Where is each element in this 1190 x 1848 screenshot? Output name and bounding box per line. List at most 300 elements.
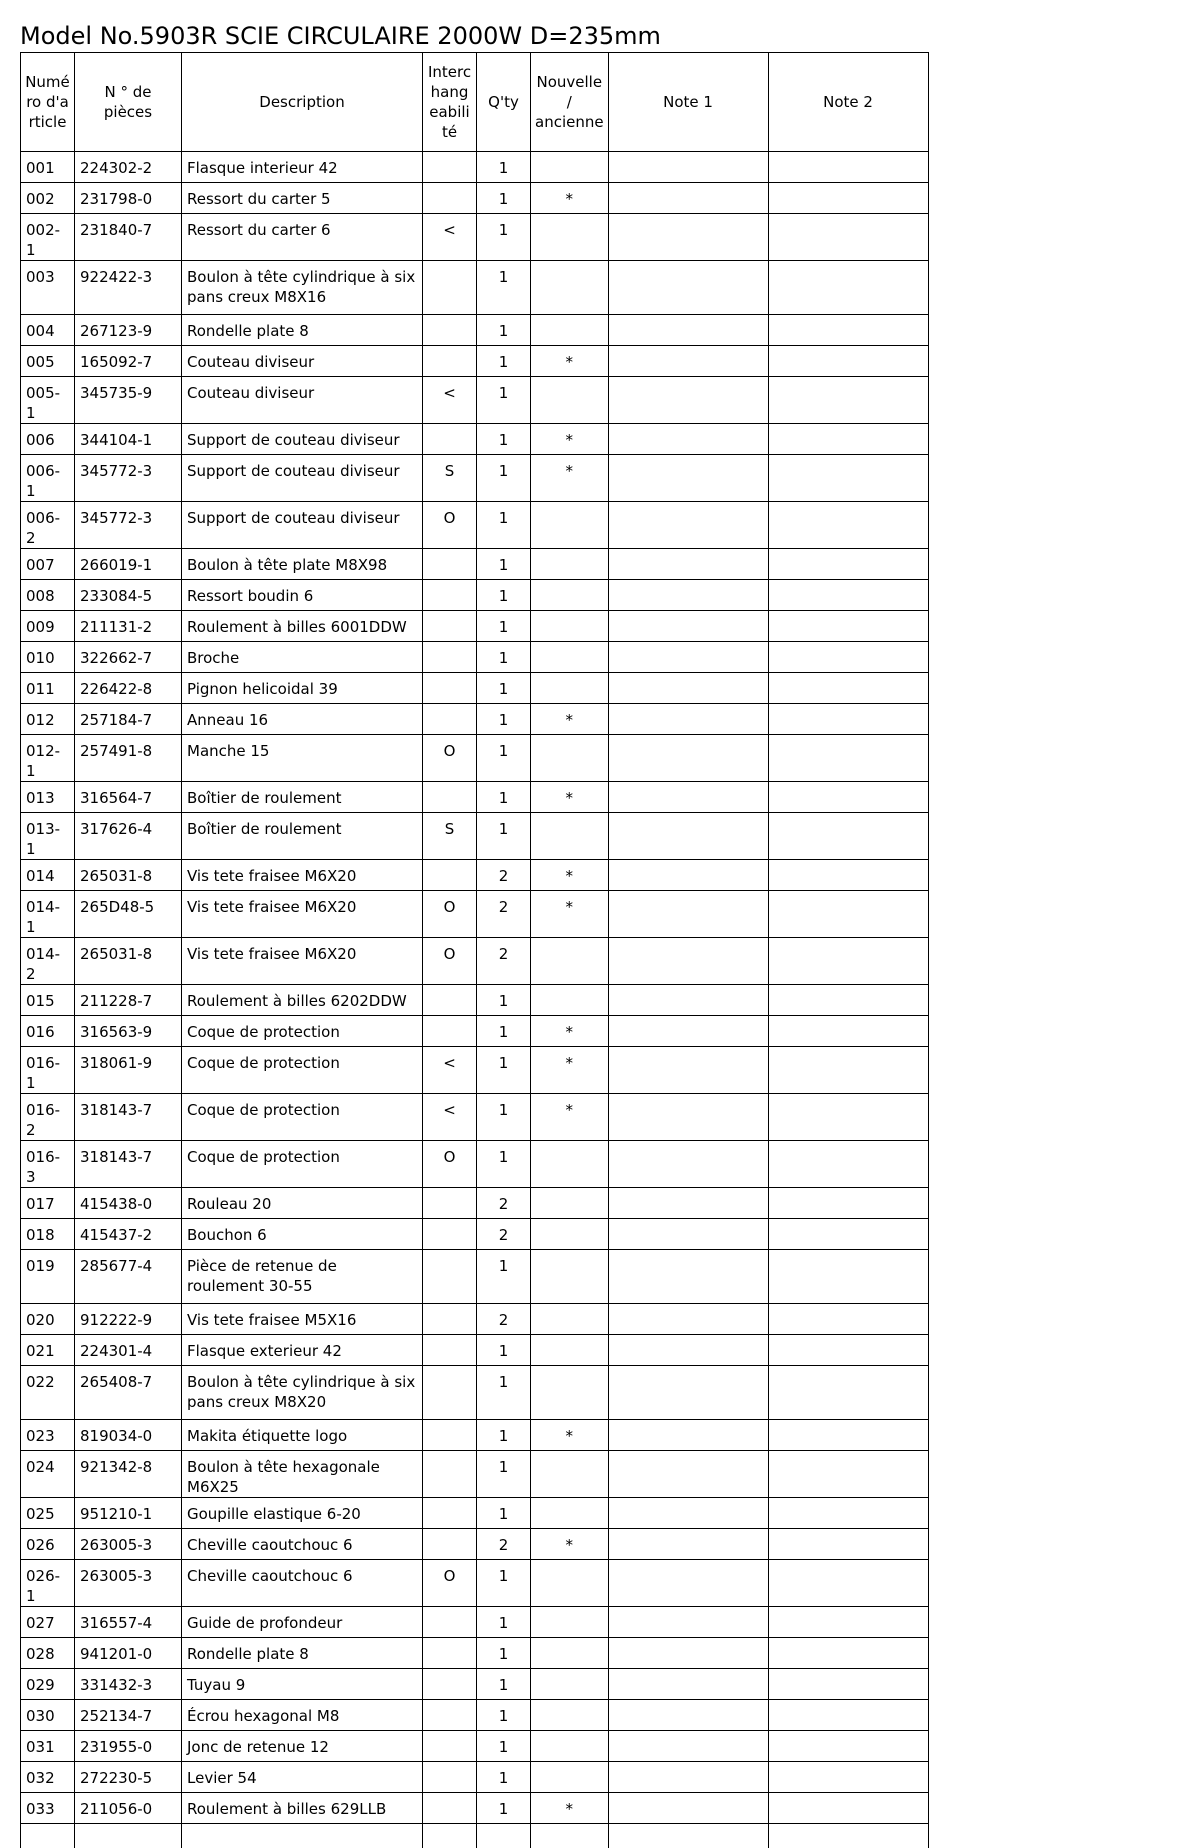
note1-cell	[608, 1669, 768, 1700]
note1-cell	[608, 1016, 768, 1047]
qty-cell: 1	[477, 673, 531, 704]
table-row	[21, 1793, 929, 1824]
new-old-cell: *	[531, 183, 609, 214]
interchangeability-cell	[423, 424, 477, 455]
qty-cell: 1	[477, 611, 531, 642]
table-row	[21, 1762, 929, 1793]
item-no-cell: 018	[21, 1219, 75, 1250]
item-no-cell: 024	[21, 1451, 75, 1498]
description-cell: Bouchon 6	[182, 1219, 423, 1250]
interchangeability-cell: <	[423, 1047, 477, 1094]
item-no-cell: 014-2	[21, 938, 75, 985]
description-cell: Flasque exterieur 42	[182, 1335, 423, 1366]
table-row	[21, 214, 929, 261]
col-header-part-no: N ° de pièces	[75, 53, 182, 152]
new-old-cell	[531, 1451, 609, 1498]
part-no-cell: 941201-0	[75, 1638, 182, 1669]
new-old-cell	[531, 261, 609, 315]
note2-cell	[768, 891, 928, 938]
note1-cell	[608, 315, 768, 346]
item-no-cell: 033	[21, 1793, 75, 1824]
part-no-cell: 317626-4	[75, 813, 182, 860]
new-old-cell: *	[531, 1420, 609, 1451]
table-row	[21, 891, 929, 938]
interchangeability-cell	[423, 1016, 477, 1047]
part-no-cell: 912222-9	[75, 1304, 182, 1335]
empty-cell	[182, 1824, 423, 1848]
part-no-cell: 266019-1	[75, 549, 182, 580]
table-row	[21, 813, 929, 860]
interchangeability-cell	[423, 1188, 477, 1219]
new-old-cell: *	[531, 455, 609, 502]
note1-cell	[608, 735, 768, 782]
note2-cell	[768, 261, 928, 315]
note1-cell	[608, 1700, 768, 1731]
qty-cell: 2	[477, 1188, 531, 1219]
interchangeability-cell	[423, 611, 477, 642]
interchangeability-cell	[423, 1219, 477, 1250]
description-cell: Boulon à tête cylindrique à six pans creux M8X20	[182, 1366, 423, 1420]
description-cell: Flasque interieur 42	[182, 152, 423, 183]
item-no-cell: 001	[21, 152, 75, 183]
qty-cell: 1	[477, 704, 531, 735]
col-header-note2: Note 2	[768, 53, 928, 152]
note1-cell	[608, 1762, 768, 1793]
item-no-cell: 003	[21, 261, 75, 315]
new-old-cell	[531, 1762, 609, 1793]
description-cell: Roulement à billes 6001DDW	[182, 611, 423, 642]
part-no-cell: 345772-3	[75, 502, 182, 549]
table-row	[21, 1731, 929, 1762]
qty-cell: 2	[477, 1219, 531, 1250]
empty-cell	[21, 1824, 75, 1848]
note1-cell	[608, 1451, 768, 1498]
note1-cell	[608, 580, 768, 611]
part-no-cell: 819034-0	[75, 1420, 182, 1451]
item-no-cell: 006	[21, 424, 75, 455]
qty-cell: 1	[477, 782, 531, 813]
table-row	[21, 261, 929, 315]
note2-cell	[768, 673, 928, 704]
item-no-cell: 014-1	[21, 891, 75, 938]
item-no-cell: 002-1	[21, 214, 75, 261]
table-row	[21, 1188, 929, 1219]
part-no-cell: 316564-7	[75, 782, 182, 813]
note2-cell	[768, 214, 928, 261]
part-no-cell: 224302-2	[75, 152, 182, 183]
part-no-cell: 922422-3	[75, 261, 182, 315]
table-row	[21, 315, 929, 346]
part-no-cell: 224301-4	[75, 1335, 182, 1366]
description-cell: Ressort boudin 6	[182, 580, 423, 611]
table-row	[21, 1420, 929, 1451]
note2-cell	[768, 1188, 928, 1219]
note1-cell	[608, 1731, 768, 1762]
note2-cell	[768, 377, 928, 424]
part-no-cell: 265408-7	[75, 1366, 182, 1420]
qty-cell: 1	[477, 1250, 531, 1304]
interchangeability-cell	[423, 1529, 477, 1560]
table-row	[21, 1529, 929, 1560]
qty-cell: 1	[477, 1335, 531, 1366]
qty-cell: 1	[477, 1141, 531, 1188]
description-cell: Roulement à billes 629LLB	[182, 1793, 423, 1824]
description-cell: Couteau diviseur	[182, 346, 423, 377]
item-no-cell: 030	[21, 1700, 75, 1731]
new-old-cell	[531, 1638, 609, 1669]
part-no-cell: 263005-3	[75, 1560, 182, 1607]
table-row	[21, 1638, 929, 1669]
qty-cell: 1	[477, 735, 531, 782]
note2-cell	[768, 860, 928, 891]
part-no-cell: 415438-0	[75, 1188, 182, 1219]
part-no-cell: 415437-2	[75, 1219, 182, 1250]
note1-cell	[608, 1188, 768, 1219]
item-no-cell: 026-1	[21, 1560, 75, 1607]
note1-cell	[608, 1250, 768, 1304]
description-cell: Cheville caoutchouc 6	[182, 1560, 423, 1607]
item-no-cell: 032	[21, 1762, 75, 1793]
description-cell: Goupille elastique 6-20	[182, 1498, 423, 1529]
interchangeability-cell	[423, 1451, 477, 1498]
note2-cell	[768, 1366, 928, 1420]
col-header-new-old: Nouvelle / ancienne	[531, 53, 609, 152]
note1-cell	[608, 704, 768, 735]
description-cell: Cheville caoutchouc 6	[182, 1529, 423, 1560]
interchangeability-cell	[423, 183, 477, 214]
note1-cell	[608, 860, 768, 891]
note1-cell	[608, 1094, 768, 1141]
note1-cell	[608, 183, 768, 214]
part-no-cell: 318061-9	[75, 1047, 182, 1094]
interchangeability-cell	[423, 860, 477, 891]
item-no-cell: 020	[21, 1304, 75, 1335]
note2-cell	[768, 1529, 928, 1560]
item-no-cell: 027	[21, 1607, 75, 1638]
table-row	[21, 1451, 929, 1498]
description-cell: Vis tete fraisee M6X20	[182, 938, 423, 985]
note1-cell	[608, 985, 768, 1016]
empty-cell	[608, 1824, 768, 1848]
interchangeability-cell	[423, 1498, 477, 1529]
new-old-cell	[531, 1560, 609, 1607]
table-row	[21, 1016, 929, 1047]
part-no-cell: 263005-3	[75, 1529, 182, 1560]
part-no-cell: 272230-5	[75, 1762, 182, 1793]
parts-table	[20, 52, 929, 1848]
interchangeability-cell: S	[423, 813, 477, 860]
description-cell: Manche 15	[182, 735, 423, 782]
new-old-cell	[531, 673, 609, 704]
note2-cell	[768, 315, 928, 346]
col-header-qty: Q'ty	[477, 53, 531, 152]
description-cell: Rondelle plate 8	[182, 1638, 423, 1669]
note1-cell	[608, 502, 768, 549]
interchangeability-cell	[423, 1250, 477, 1304]
qty-cell: 1	[477, 214, 531, 261]
description-cell: Boulon à tête cylindrique à six pans creux M8X16	[182, 261, 423, 315]
interchangeability-cell	[423, 549, 477, 580]
note2-cell	[768, 1607, 928, 1638]
interchangeability-cell	[423, 1335, 477, 1366]
note2-cell	[768, 735, 928, 782]
note1-cell	[608, 891, 768, 938]
note2-cell	[768, 424, 928, 455]
description-cell: Makita étiquette logo	[182, 1420, 423, 1451]
part-no-cell: 316557-4	[75, 1607, 182, 1638]
empty-cell	[768, 1824, 928, 1848]
note1-cell	[608, 1529, 768, 1560]
description-cell: Ressort du carter 6	[182, 214, 423, 261]
table-row	[21, 502, 929, 549]
note2-cell	[768, 1451, 928, 1498]
note2-cell	[768, 813, 928, 860]
item-no-cell: 017	[21, 1188, 75, 1219]
part-no-cell: 318143-7	[75, 1141, 182, 1188]
new-old-cell: *	[531, 1793, 609, 1824]
new-old-cell	[531, 1188, 609, 1219]
note2-cell	[768, 1141, 928, 1188]
note1-cell	[608, 152, 768, 183]
part-no-cell: 231955-0	[75, 1731, 182, 1762]
qty-cell: 1	[477, 1451, 531, 1498]
col-header-interchangeability: Interchangeabilité	[423, 53, 477, 152]
new-old-cell: *	[531, 1529, 609, 1560]
item-no-cell: 015	[21, 985, 75, 1016]
interchangeability-cell	[423, 1366, 477, 1420]
new-old-cell	[531, 502, 609, 549]
table-row	[21, 1669, 929, 1700]
col-header-item-no: Numéro d'article	[21, 53, 75, 152]
interchangeability-cell: <	[423, 377, 477, 424]
note2-cell	[768, 1669, 928, 1700]
table-row	[21, 1304, 929, 1335]
table-row	[21, 782, 929, 813]
new-old-cell	[531, 1498, 609, 1529]
new-old-cell	[531, 315, 609, 346]
table-row	[21, 549, 929, 580]
item-no-cell: 016	[21, 1016, 75, 1047]
new-old-cell: *	[531, 1047, 609, 1094]
description-cell: Vis tete fraisee M6X20	[182, 860, 423, 891]
table-row	[21, 938, 929, 985]
item-no-cell: 012	[21, 704, 75, 735]
qty-cell: 1	[477, 183, 531, 214]
note2-cell	[768, 1420, 928, 1451]
interchangeability-cell	[423, 1669, 477, 1700]
note2-cell	[768, 1762, 928, 1793]
qty-cell: 2	[477, 891, 531, 938]
new-old-cell	[531, 813, 609, 860]
item-no-cell: 016-3	[21, 1141, 75, 1188]
item-no-cell: 006-2	[21, 502, 75, 549]
interchangeability-cell: S	[423, 455, 477, 502]
table-row	[21, 1047, 929, 1094]
note2-cell	[768, 1304, 928, 1335]
table-row	[21, 580, 929, 611]
table-row	[21, 152, 929, 183]
part-no-cell: 257184-7	[75, 704, 182, 735]
interchangeability-cell: <	[423, 214, 477, 261]
note1-cell	[608, 455, 768, 502]
note2-cell	[768, 1793, 928, 1824]
new-old-cell	[531, 1141, 609, 1188]
interchangeability-cell	[423, 152, 477, 183]
part-no-cell: 226422-8	[75, 673, 182, 704]
table-header-row	[21, 53, 929, 152]
new-old-cell	[531, 642, 609, 673]
new-old-cell: *	[531, 782, 609, 813]
qty-cell: 1	[477, 502, 531, 549]
qty-cell: 1	[477, 1731, 531, 1762]
description-cell: Couteau diviseur	[182, 377, 423, 424]
part-no-cell: 951210-1	[75, 1498, 182, 1529]
note1-cell	[608, 1560, 768, 1607]
table-row	[21, 642, 929, 673]
note2-cell	[768, 1638, 928, 1669]
table-row	[21, 424, 929, 455]
table-row	[21, 673, 929, 704]
table-row	[21, 704, 929, 735]
new-old-cell	[531, 1669, 609, 1700]
note2-cell	[768, 1094, 928, 1141]
interchangeability-cell	[423, 1762, 477, 1793]
description-cell: Guide de profondeur	[182, 1607, 423, 1638]
table-row-partial	[21, 1824, 929, 1848]
interchangeability-cell	[423, 261, 477, 315]
new-old-cell: *	[531, 1094, 609, 1141]
table-row	[21, 1094, 929, 1141]
item-no-cell: 005	[21, 346, 75, 377]
note1-cell	[608, 611, 768, 642]
note1-cell	[608, 938, 768, 985]
table-row	[21, 1498, 929, 1529]
table-row	[21, 1219, 929, 1250]
note1-cell	[608, 1366, 768, 1420]
description-cell: Levier 54	[182, 1762, 423, 1793]
note2-cell	[768, 1047, 928, 1094]
interchangeability-cell	[423, 580, 477, 611]
note1-cell	[608, 673, 768, 704]
item-no-cell: 006-1	[21, 455, 75, 502]
part-no-cell: 231840-7	[75, 214, 182, 261]
part-no-cell: 921342-8	[75, 1451, 182, 1498]
col-header-note1: Note 1	[608, 53, 768, 152]
item-no-cell: 019	[21, 1250, 75, 1304]
qty-cell: 1	[477, 1793, 531, 1824]
interchangeability-cell: O	[423, 735, 477, 782]
new-old-cell	[531, 580, 609, 611]
qty-cell: 1	[477, 1638, 531, 1669]
new-old-cell: *	[531, 346, 609, 377]
table-row	[21, 1700, 929, 1731]
item-no-cell: 002	[21, 183, 75, 214]
item-no-cell: 008	[21, 580, 75, 611]
item-no-cell: 016-1	[21, 1047, 75, 1094]
new-old-cell	[531, 1219, 609, 1250]
description-cell: Support de couteau diviseur	[182, 424, 423, 455]
interchangeability-cell	[423, 985, 477, 1016]
table-row	[21, 985, 929, 1016]
table-row	[21, 735, 929, 782]
note1-cell	[608, 424, 768, 455]
qty-cell: 1	[477, 346, 531, 377]
item-no-cell: 014	[21, 860, 75, 891]
description-cell: Support de couteau diviseur	[182, 502, 423, 549]
qty-cell: 1	[477, 1700, 531, 1731]
description-cell: Boulon à tête hexagonale M6X25	[182, 1451, 423, 1498]
description-cell: Tuyau 9	[182, 1669, 423, 1700]
note1-cell	[608, 549, 768, 580]
table-row	[21, 860, 929, 891]
part-no-cell: 345772-3	[75, 455, 182, 502]
note2-cell	[768, 455, 928, 502]
description-cell: Coque de protection	[182, 1047, 423, 1094]
interchangeability-cell: <	[423, 1094, 477, 1141]
new-old-cell: *	[531, 424, 609, 455]
qty-cell: 1	[477, 580, 531, 611]
qty-cell: 1	[477, 985, 531, 1016]
item-no-cell: 013	[21, 782, 75, 813]
description-cell: Boîtier de roulement	[182, 782, 423, 813]
description-cell: Broche	[182, 642, 423, 673]
qty-cell: 2	[477, 1529, 531, 1560]
description-cell: Jonc de retenue 12	[182, 1731, 423, 1762]
note2-cell	[768, 782, 928, 813]
qty-cell: 1	[477, 315, 531, 346]
new-old-cell	[531, 377, 609, 424]
note2-cell	[768, 346, 928, 377]
note1-cell	[608, 642, 768, 673]
empty-cell	[75, 1824, 182, 1848]
description-cell: Support de couteau diviseur	[182, 455, 423, 502]
note2-cell	[768, 1560, 928, 1607]
note2-cell	[768, 1731, 928, 1762]
note2-cell	[768, 642, 928, 673]
note1-cell	[608, 1335, 768, 1366]
part-no-cell: 233084-5	[75, 580, 182, 611]
item-no-cell: 016-2	[21, 1094, 75, 1141]
interchangeability-cell	[423, 642, 477, 673]
part-no-cell: 211056-0	[75, 1793, 182, 1824]
table-row	[21, 611, 929, 642]
new-old-cell: *	[531, 891, 609, 938]
qty-cell: 2	[477, 1304, 531, 1335]
qty-cell: 1	[477, 642, 531, 673]
new-old-cell	[531, 549, 609, 580]
note1-cell	[608, 1607, 768, 1638]
description-cell: Roulement à billes 6202DDW	[182, 985, 423, 1016]
note2-cell	[768, 704, 928, 735]
item-no-cell: 009	[21, 611, 75, 642]
note2-cell	[768, 549, 928, 580]
description-cell: Pièce de retenue de roulement 30-55	[182, 1250, 423, 1304]
table-row	[21, 1366, 929, 1420]
table-row	[21, 183, 929, 214]
note1-cell	[608, 1638, 768, 1669]
new-old-cell	[531, 1335, 609, 1366]
note1-cell	[608, 1498, 768, 1529]
new-old-cell	[531, 1366, 609, 1420]
note1-cell	[608, 1219, 768, 1250]
empty-cell	[531, 1824, 609, 1848]
description-cell: Rondelle plate 8	[182, 315, 423, 346]
interchangeability-cell	[423, 315, 477, 346]
note2-cell	[768, 985, 928, 1016]
table-row	[21, 1560, 929, 1607]
description-cell: Anneau 16	[182, 704, 423, 735]
part-no-cell: 316563-9	[75, 1016, 182, 1047]
